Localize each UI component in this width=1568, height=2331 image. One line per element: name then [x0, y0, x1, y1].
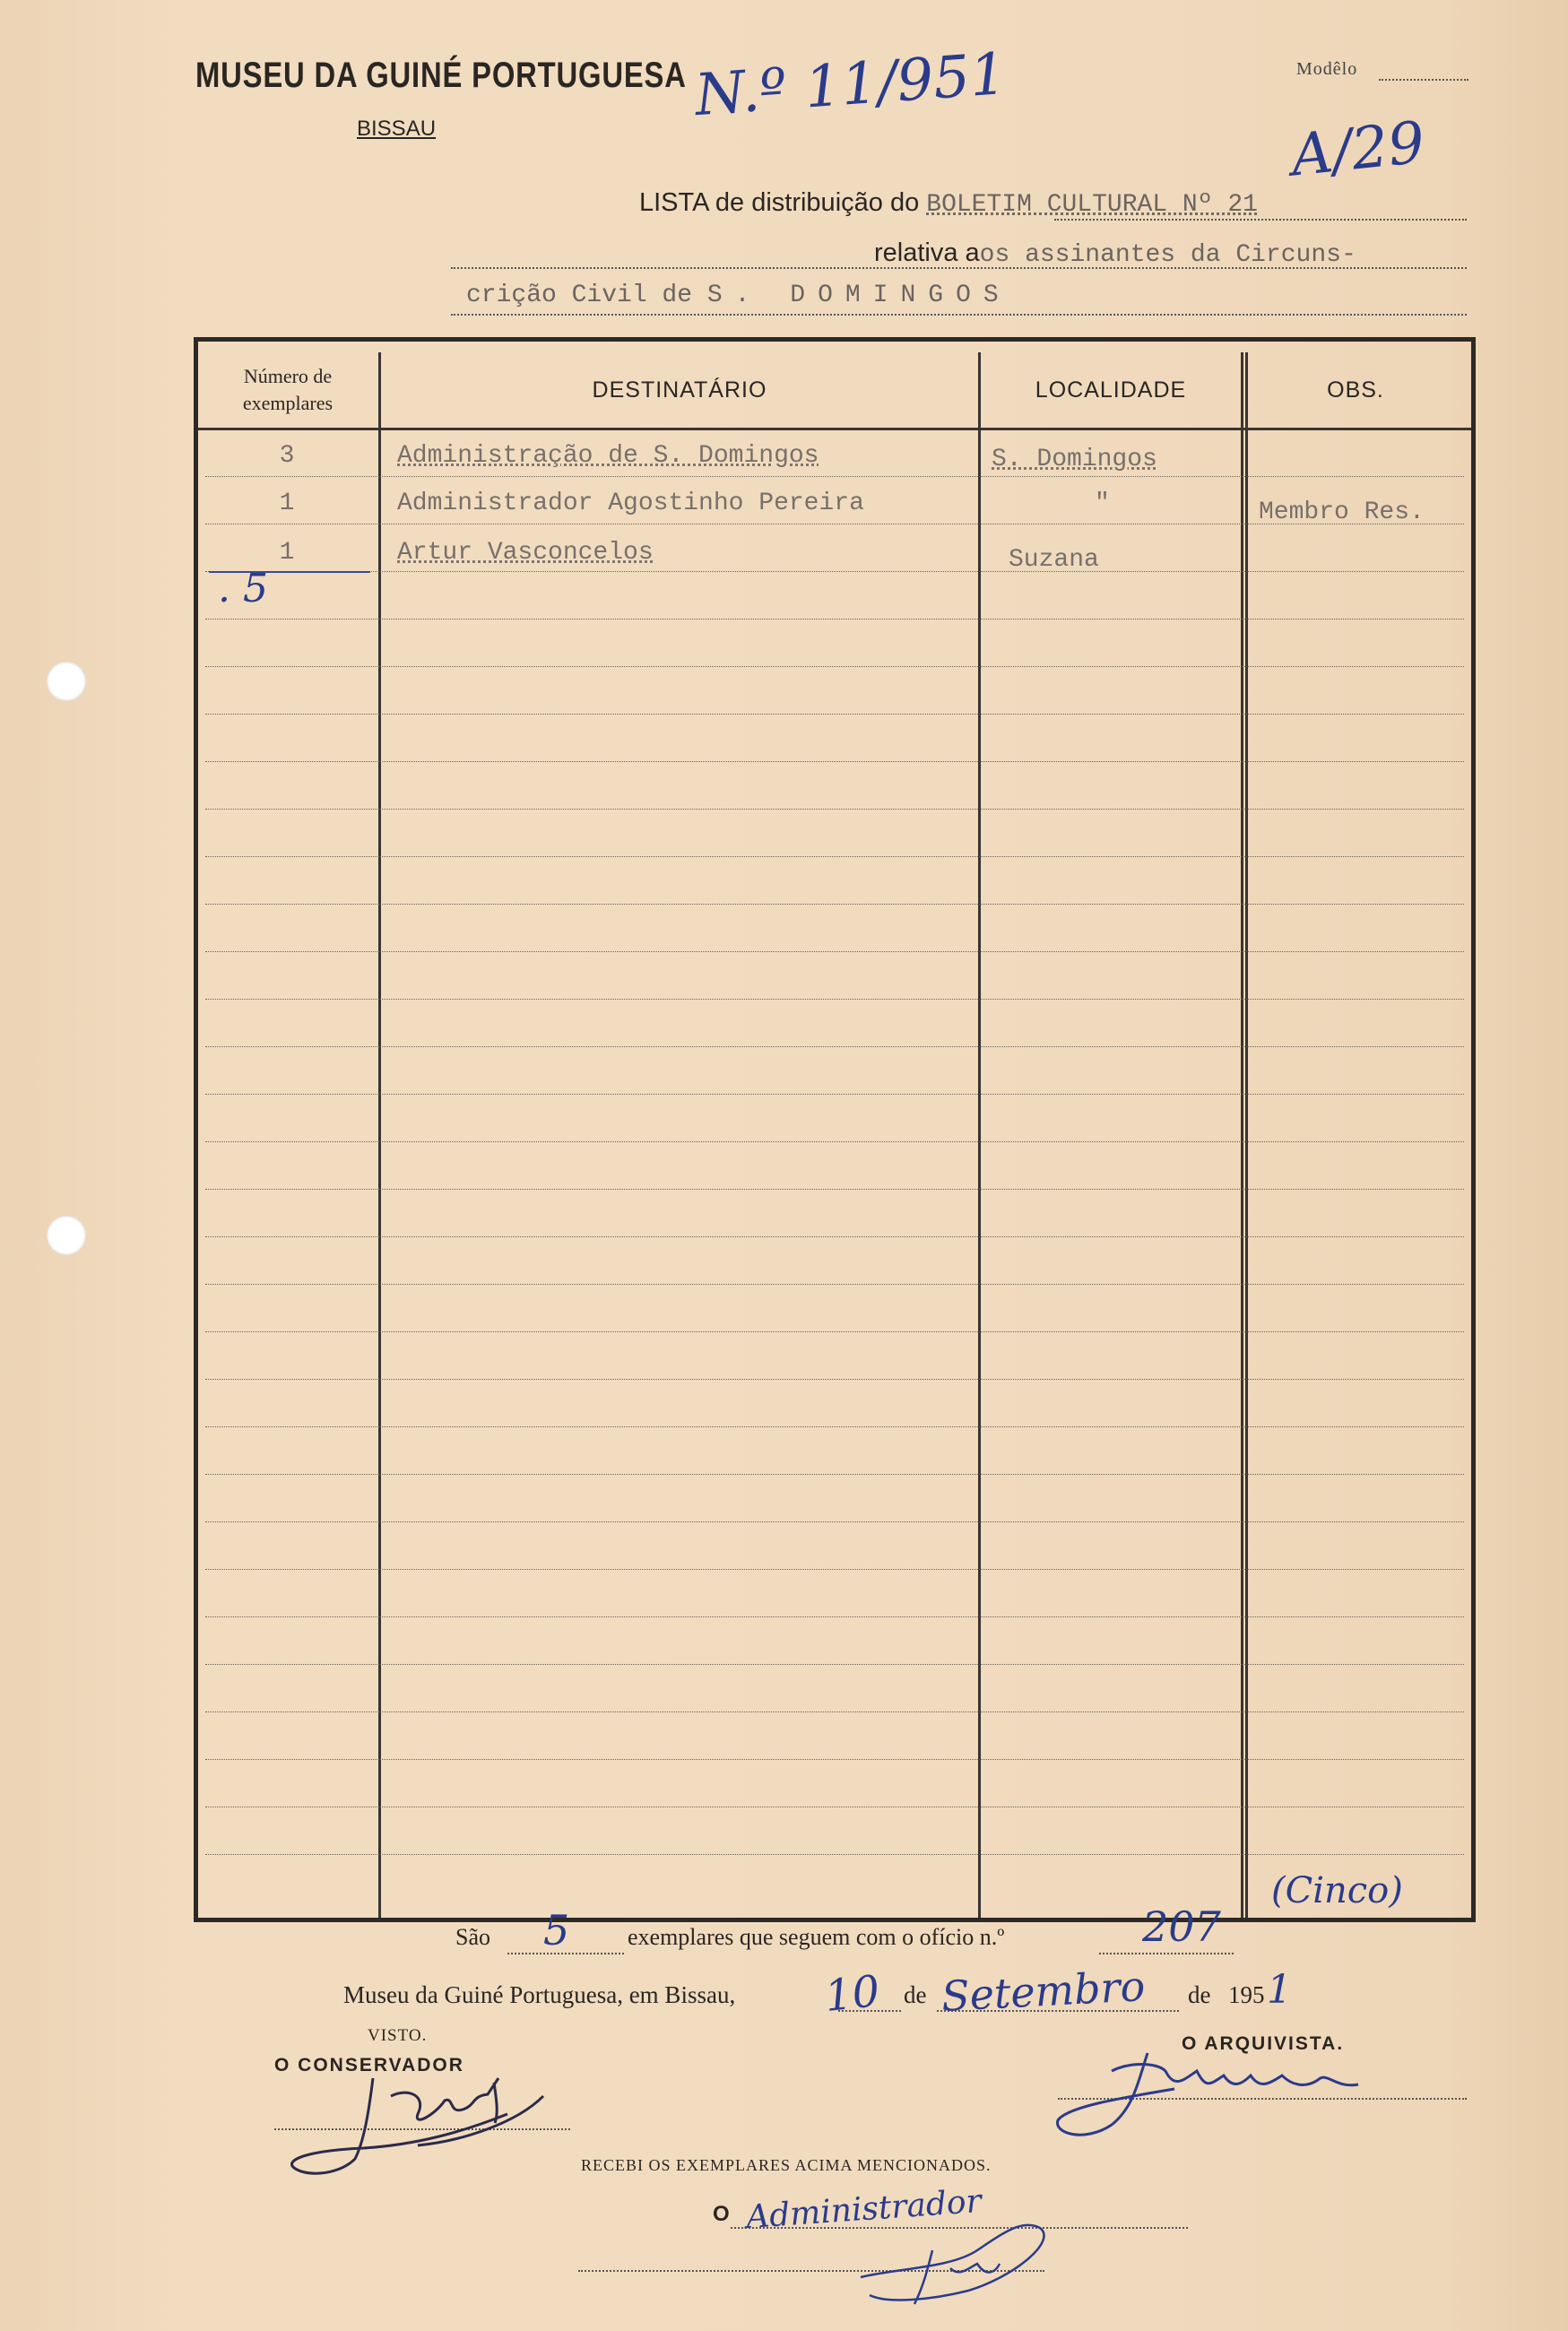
- row-2-localidade: ": [1095, 490, 1110, 517]
- header-localidade: LOCALIDADE: [1035, 377, 1187, 403]
- punch-hole: [47, 662, 86, 701]
- de-label-2: de: [1188, 1981, 1211, 2008]
- museum-name: MUSEU DA GUINÉ PORTUGUESA: [195, 56, 687, 95]
- row-1-localidade: S. Domingos: [992, 446, 1157, 473]
- date-month: Setembro: [940, 1962, 1147, 2021]
- row-3-localidade: Suzana: [1009, 546, 1099, 574]
- table-ruling-line: [205, 571, 1464, 572]
- header-separator: [198, 428, 1471, 430]
- boletim-title: BOLETIM CULTURAL Nº 21: [926, 191, 1258, 219]
- sao-line: [455, 1924, 490, 1951]
- column-divider: [1245, 352, 1248, 1918]
- table-ruling-line: [205, 1474, 1464, 1475]
- museum-city: BISSAU: [357, 117, 437, 141]
- punch-hole: [47, 1216, 86, 1255]
- table-ruling-line: [205, 1616, 1464, 1617]
- recipient-signature: [843, 2214, 1076, 2313]
- exemplares-text: exemplares que seguem com o ofício n.º: [628, 1924, 1005, 1950]
- table-ruling-line: [205, 951, 1464, 952]
- header-numero-line2: exemplares: [242, 392, 334, 414]
- row-2-numero: 1: [279, 490, 295, 517]
- modelo-label: Modêlo: [1296, 59, 1358, 79]
- circ-typed-b: S. DOMINGOS: [706, 282, 1011, 309]
- circunscricao-line: [466, 282, 1011, 309]
- total-handwritten: . 5: [218, 566, 268, 611]
- conservador-signature: [283, 2060, 552, 2186]
- year-printed: 195: [1228, 1981, 1265, 2008]
- museu-text: Museu da Guiné Portuguesa, em Bissau,: [343, 1981, 736, 2008]
- row-1-numero: 3: [279, 442, 295, 470]
- reference-number: N.º 11/951: [692, 40, 1009, 130]
- conservador-label: O CONSERVADOR: [274, 2055, 464, 2075]
- table-ruling-line: [205, 999, 1464, 1000]
- column-divider: [978, 352, 981, 1918]
- lista-prefix: LISTA de distribuição do: [639, 188, 920, 217]
- row-3-destinatario: Artur Vasconcelos: [397, 539, 654, 567]
- oficio-number: 207: [1142, 1902, 1221, 1951]
- recebi-label: RECEBI OS EXEMPLARES ACIMA MENCIONADOS.: [581, 2156, 992, 2174]
- table-ruling-line: [205, 619, 1464, 620]
- table-ruling-line: [205, 1331, 1464, 1332]
- date-day: 10: [822, 1965, 882, 2023]
- table-ruling-line: [205, 1711, 1464, 1712]
- table-ruling-line: [205, 1189, 1464, 1190]
- o-label: O: [713, 2202, 730, 2226]
- header-numero-line1: Número de: [243, 365, 333, 387]
- relativa-prefix: relativa a: [874, 238, 980, 267]
- table-ruling-line: [205, 666, 1464, 667]
- table-ruling-line: [205, 1759, 1464, 1760]
- row-1-destinatario: Administração de S. Domingos: [397, 442, 819, 470]
- relativa-typed: os assinantes da Circuns-: [979, 241, 1356, 269]
- column-divider: [1241, 352, 1243, 1918]
- table-ruling-line: [205, 1569, 1464, 1570]
- de-label-1: de: [904, 1981, 927, 2008]
- table-ruling-line: [205, 1426, 1464, 1427]
- table-ruling-line: [205, 904, 1464, 905]
- row-3-numero: 1: [279, 539, 295, 567]
- relativa-line: [874, 238, 1356, 269]
- table-ruling-line: [205, 1379, 1464, 1380]
- table-ruling-line: [205, 1854, 1464, 1855]
- visto-label: VISTO.: [368, 2026, 428, 2045]
- header-obs: OBS.: [1327, 377, 1384, 403]
- table-ruling-line: [205, 761, 1464, 762]
- dotted-line: [451, 314, 1467, 316]
- table-ruling-line: [205, 1284, 1464, 1285]
- table-ruling-line: [205, 476, 1464, 477]
- dotted-line: [1099, 1953, 1234, 1954]
- table-ruling-line: [205, 1236, 1464, 1237]
- table-ruling-line: [205, 1141, 1464, 1142]
- modelo-dotted-line: [1379, 79, 1468, 81]
- table-ruling-line: [205, 1094, 1464, 1095]
- year-handwritten: 1: [1267, 1967, 1292, 2013]
- modelo-value: A/29: [1287, 109, 1428, 190]
- row-2-obs: Membro Res.: [1259, 498, 1425, 526]
- recipient-handwritten: Administrador: [744, 2182, 983, 2237]
- arquivista-signature: [1049, 2035, 1390, 2143]
- arquivista-label: O ARQUIVISTA.: [1182, 2033, 1345, 2054]
- sao-label: São: [455, 1924, 490, 1950]
- dotted-line: [1054, 219, 1467, 221]
- table-ruling-line: [205, 1046, 1464, 1047]
- table-ruling-line: [205, 1664, 1464, 1665]
- header-destinatario: DESTINATÁRIO: [592, 377, 767, 403]
- table-ruling-line: [205, 809, 1464, 810]
- distribution-table: [194, 337, 1476, 1922]
- lista-title-line: [639, 188, 1258, 219]
- cinco-note: (Cinco): [1271, 1870, 1403, 1911]
- dotted-line: [451, 267, 1467, 269]
- table-ruling-line: [205, 714, 1464, 715]
- header-numero: [198, 356, 377, 424]
- table-ruling-line: [205, 1521, 1464, 1522]
- row-2-destinatario: Administrador Agostinho Pereira: [397, 490, 864, 517]
- circ-typed-a: crição Civil de: [466, 282, 693, 309]
- column-divider: [378, 352, 381, 1918]
- table-ruling-line: [205, 856, 1464, 857]
- sao-count: 5: [543, 1906, 570, 1954]
